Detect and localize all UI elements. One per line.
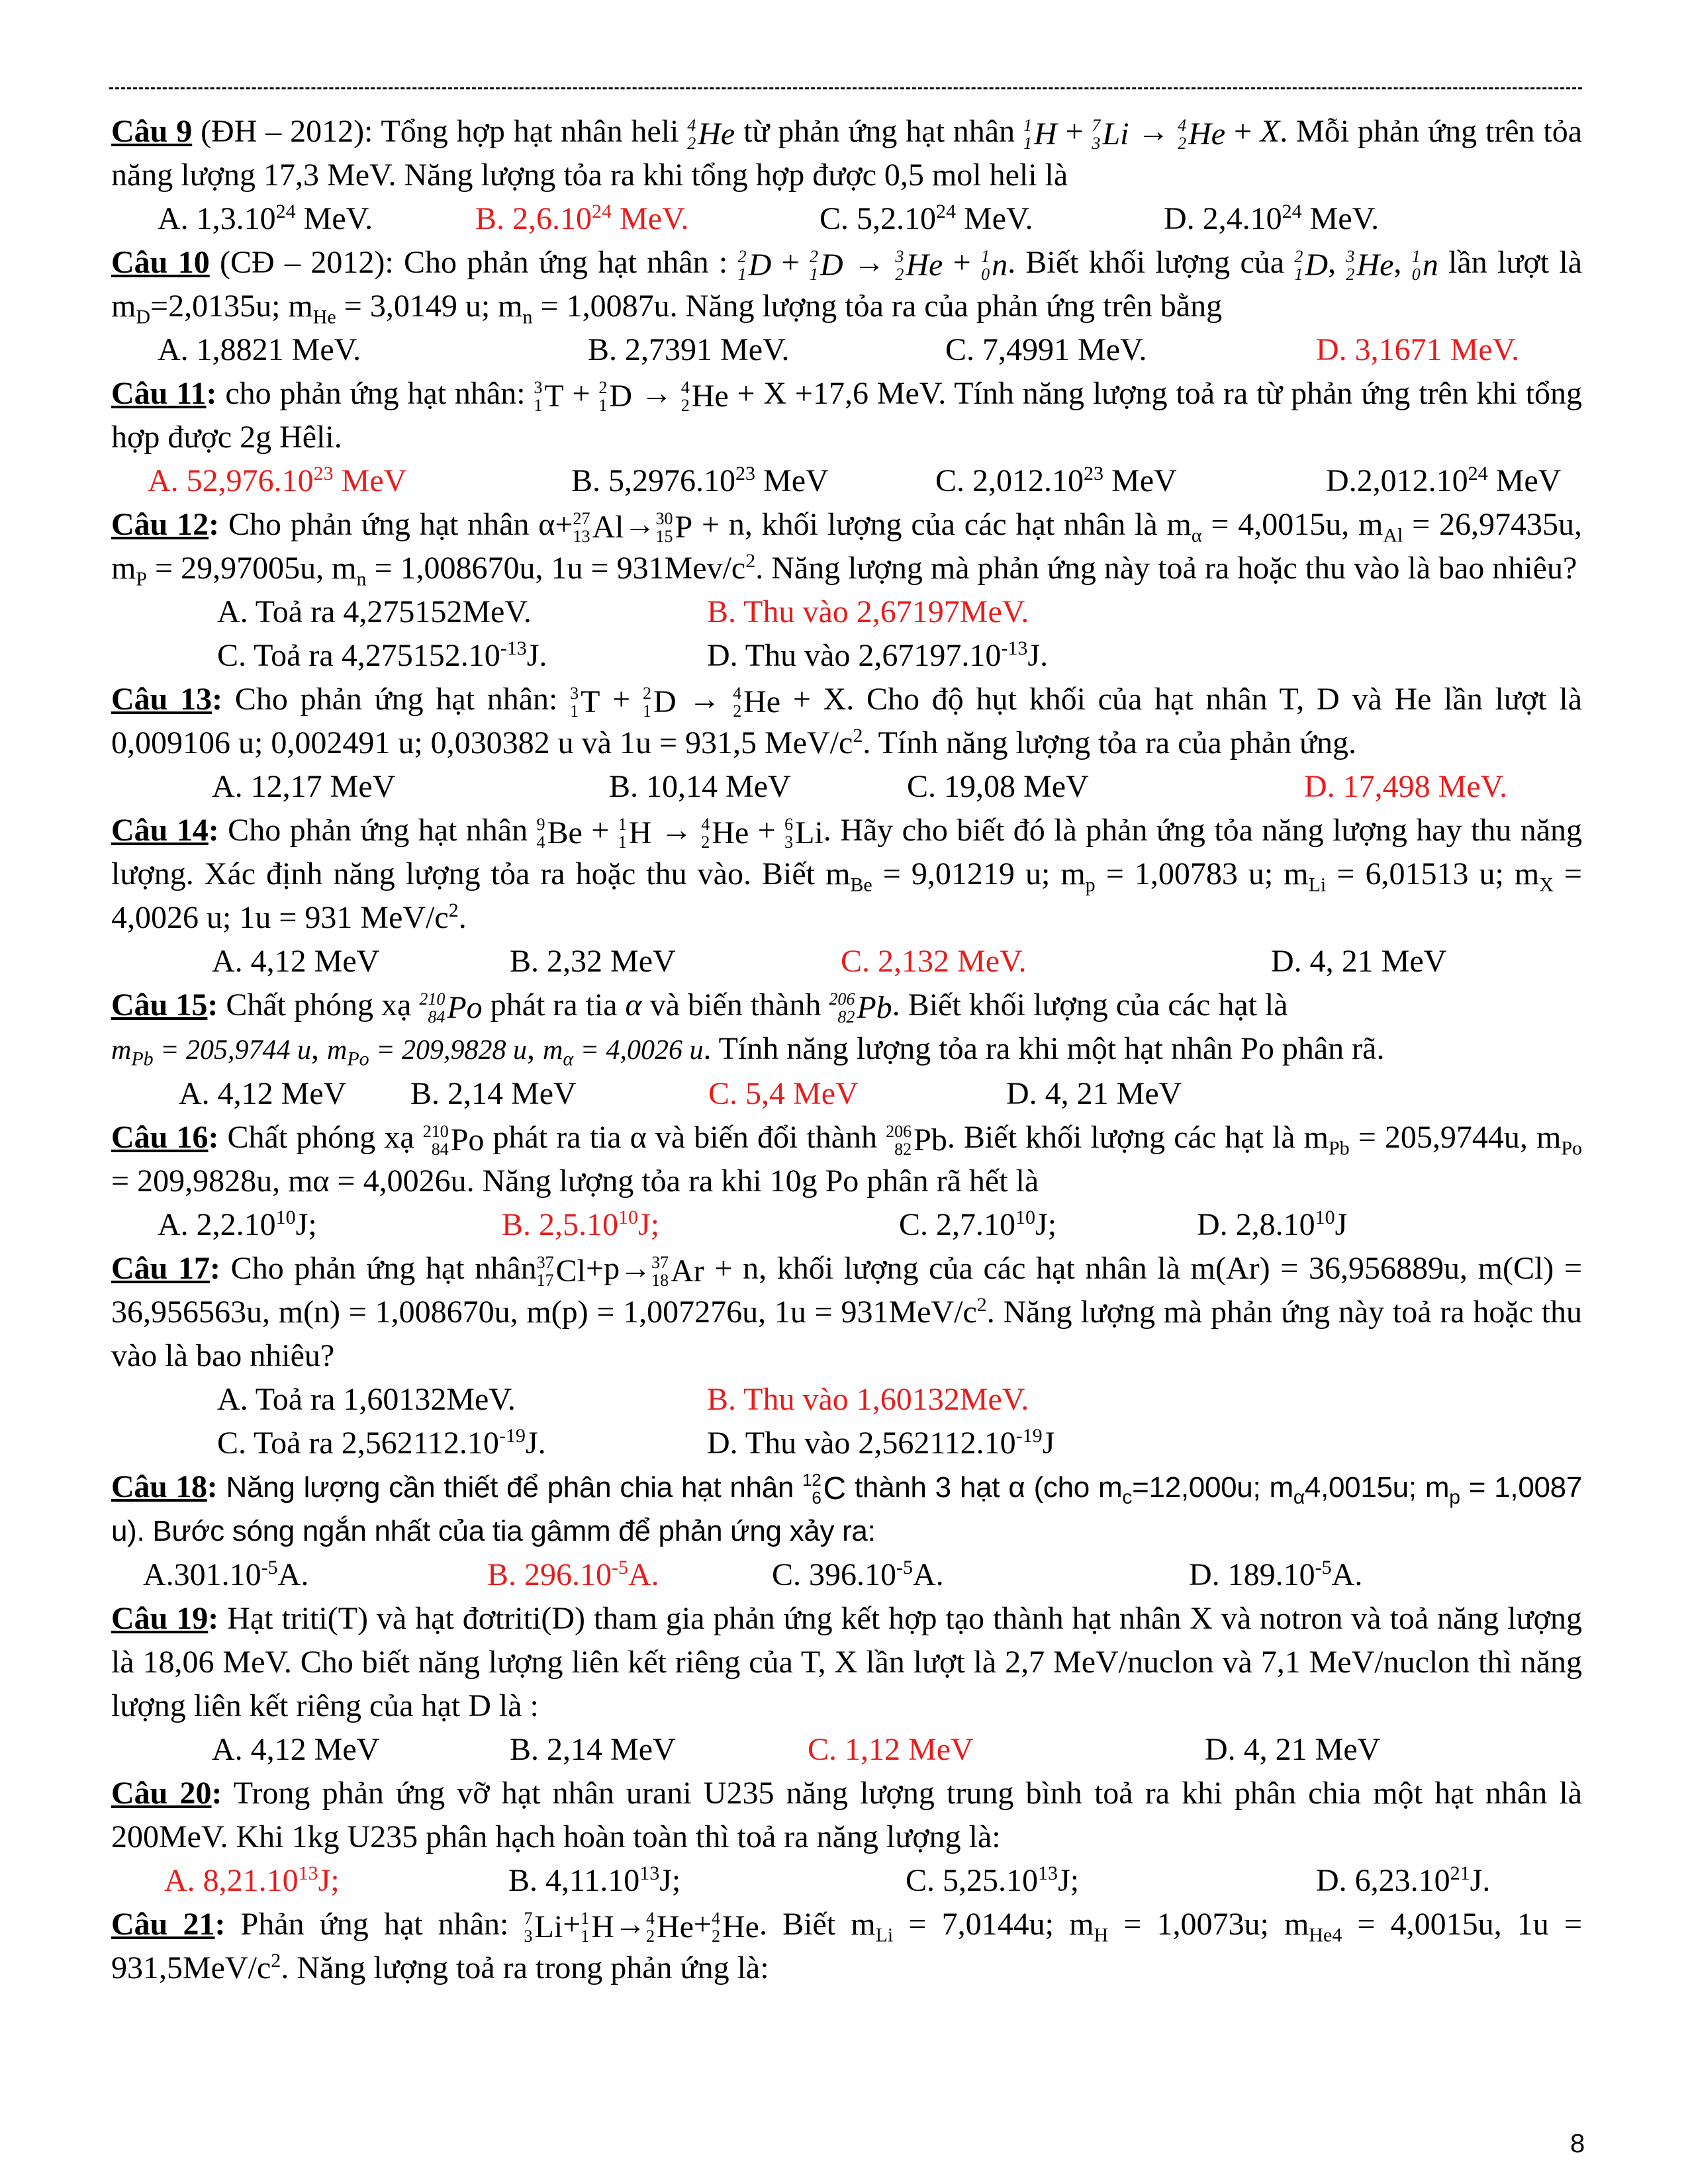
nuclide-he4: 4 2 He: [1178, 115, 1226, 153]
option-c-correct: C. 2,132 MeV.: [841, 944, 1027, 979]
option-c-correct: C. 1,12 MeV: [808, 1732, 974, 1767]
question-label: Câu 16: [111, 1120, 209, 1155]
nuclide-t3: 3 1 T: [534, 377, 564, 415]
question-9: Câu 9 (ĐH – 2012): Tổng hợp hạt nhân heli 4 2 He từ phản ứng hạt nhân 1 1 H + 7 3 Li → 4 2 He + X. Mỗi phản ứng trên tỏa năng lượng 17,3 MeV. Năng lượng tỏa ra khi tổng hợp được 0,5 mol heli là: [111, 114, 1583, 193]
question-21: Câu 21: Phản ứng hạt nhân: 7 3 Li + 1 1 H → 4 2 He + 4 2 He . Biết $m_{Li} = 7,0144u$; $m_H = 1,0073u$; $m_{He4} = 4,0015u$, $1u = 931,5MeV/c^2$. Năng lượng toả ra trong phản ứng là:: [111, 1907, 1583, 1985]
option-a: A. 4,12 MeV: [212, 1732, 380, 1767]
option-c: C. 19,08 MeV: [907, 769, 1089, 804]
nuclide-pb206: 206 82 Pb: [829, 989, 892, 1026]
nuclide-he4: 4 2 He: [733, 683, 781, 721]
question-label: Câu 11: [111, 376, 207, 411]
nuclide-h1: 1 1 H: [581, 1908, 614, 1946]
dashed-rule: [109, 87, 1582, 89]
question-label: Câu 12: [111, 507, 209, 542]
question-label: Câu 18: [111, 1469, 207, 1504]
question-18: Câu 18: Năng lượng cần thiết để phân chia hạt nhân 12 6 C thành 3 hạt α (cho $m_c=12,000u$; $m_\alpha 4,0015u$; $m_p = 1,0087$ u). Bước sóng ngắn nhất của tia gâmm để phản ứng xảy ra:: [111, 1469, 1583, 1547]
option-b-correct: B. 2,5.10$^{10}$J;: [502, 1206, 660, 1242]
nuclide-he4: 4 2 He: [687, 115, 735, 153]
nuclide-p30: 30 15 P: [655, 508, 693, 546]
option-b-correct: B. Thu vào 1,60132MeV.: [707, 1382, 1029, 1417]
option-b: B. 2,14 MeV: [410, 1076, 577, 1111]
answer-options: [111, 328, 1582, 372]
question-label: Câu 10: [111, 245, 210, 280]
nuclide-d2: 2 1 D: [598, 377, 633, 415]
option-d-correct: D. 17,498 MeV.: [1304, 769, 1508, 804]
nuclide-pb206: 206 82 Pb: [886, 1121, 947, 1159]
nuclide-n1: 1 0 n: [1411, 246, 1438, 284]
option-d: D. 2,4.10$^{24}$ MeV.: [1164, 201, 1380, 236]
option-b: B. 5,2976.10$^{23}$ MeV: [571, 463, 829, 498]
option-c: C. 2,012.10$^{23}$ MeV: [935, 463, 1177, 498]
question-15: Câu 15: Chất phóng xạ 210 84 Po phát ra tia α và biến thành 206 82 Pb . Biết khối lượng của các hạt là $m_{Pb} = 205,9744$ u, $m_{Po} = 209,9828$ u, $m_\alpha = 4,0026$ u. Tính năng lượng tỏa ra khi một hạt nhân Po phân rã.: [111, 987, 1385, 1070]
nuclide-c12: 12 6 C: [802, 1470, 846, 1508]
nuclide-he4: 4 2 He: [645, 1908, 694, 1946]
nuclide-he3: 3 2 He: [895, 246, 943, 284]
nuclide-ar37: 37 18 Ar: [651, 1252, 704, 1290]
option-a-correct: A. 52,976.10$^{23}$ MeV: [148, 463, 407, 498]
nuclide-he4: 4 2 He: [680, 377, 729, 415]
question-19: Câu 19: Hạt triti(T) và hạt đơtriti(D) tham gia phản ứng kết hợp tạo thành hạt nhân X và notron và toả năng lượng là 18,06 MeV. Cho biết năng lượng liên kết riêng của T, X lần lượt là 2,7 MeV/nuclon và 7,1 MeV/nuclon thì năng lượng liên kết riêng của hạt D là :: [111, 1601, 1583, 1723]
page-number: 8: [1570, 2129, 1585, 2158]
answer-options: [111, 1553, 1582, 1597]
nuclide-al27: 27 13 Al: [573, 508, 624, 546]
option-c: C. 7,4991 MeV.: [945, 332, 1147, 367]
answer-options: [111, 459, 1582, 503]
nuclide-cl37: 37 17 Cl: [536, 1252, 586, 1290]
option-a: A. 4,12 MeV: [212, 944, 380, 979]
option-b-correct: B. Thu vào 2,67197MeV.: [707, 594, 1029, 629]
option-d: D. 2,8.10$^{10}$J: [1197, 1206, 1348, 1242]
nuclide-po210: 210 84 Po: [419, 989, 483, 1026]
answer-options: [111, 1859, 1582, 1903]
option-a: A. Toả ra 1,60132MeV.: [217, 1382, 516, 1417]
option-c: C. 5,25.10$^{13}$J;: [906, 1862, 1080, 1898]
nuclide-h1: 1 1 H: [618, 814, 652, 852]
answer-options: [111, 940, 1582, 983]
question-label: Câu 20: [111, 1776, 212, 1811]
answer-options: [111, 197, 1582, 241]
option-c: C. Toả ra $2,562112.10^{-19}J$.: [217, 1425, 546, 1461]
option-d: D. Thu vào $2,67197.10^{-13}J$.: [707, 637, 1049, 673]
answer-options: [111, 1378, 1582, 1465]
nuclide-d2: 2 1 D: [810, 246, 843, 284]
option-b: B. 2,7391 MeV.: [588, 332, 790, 367]
question-16: Câu 16: Chất phóng xạ 210 84 Po phát ra tia α và biến đổi thành 206 82 Pb . Biết khối lượng các hạt là $m_{Pb} = 205,9744u$, $m_{Po} = 209,9828u$, mα = 4,0026u. Năng lượng tỏa ra khi 10g Po phân rã hết là: [111, 1120, 1583, 1199]
option-b: B. 2,14 MeV: [510, 1732, 676, 1767]
question-12: Câu 12: Cho phản ứng hạt nhân α+ 27 13 Al → 30 15 P + n, khối lượng của các hạt nhân là $m_\alpha = 4,0015u$, $m_{Al} = 26,97435u$, $m_P = 29,97005u$, $m_n = 1,008670u$, $1u = 931Mev/c^2$. Năng lượng mà phản ứng này toả ra hoặc thu vào là bao nhiêu?: [111, 507, 1583, 590]
question-label: Câu 13: [111, 682, 212, 717]
option-a: A. 1,8821 MeV.: [158, 332, 361, 367]
option-b: B. 4,11.10$^{13}$J;: [508, 1862, 681, 1898]
nuclide-li7: 7 3 Li: [524, 1908, 563, 1946]
nuclide-he3: 3 2 He: [1346, 246, 1394, 284]
option-d: D. 4, 21 MeV: [1006, 1076, 1182, 1111]
option-a: A. 1,3.10$^{24}$ MeV.: [158, 201, 373, 236]
option-b: B. 2,32 MeV: [510, 944, 676, 979]
option-d: D. 4, 21 MeV: [1271, 944, 1447, 979]
question-label: Câu 14: [111, 813, 209, 848]
option-a: A. Toả ra 4,275152MeV.: [217, 594, 532, 629]
nuclide-li7: 7 3 Li: [1092, 115, 1129, 153]
option-a: A. 12,17 MeV: [212, 769, 396, 804]
question-20: Câu 20: Trong phản ứng vỡ hạt nhân urani U235 năng lượng trung bình toả ra khi phân chia một hạt nhân là 200MeV. Khi 1kg U235 phân hạch hoàn toàn thì toả ra năng lượng là:: [111, 1776, 1583, 1854]
option-d: D. 6,23.10$^{21}$J.: [1316, 1862, 1491, 1898]
question-label: Câu 15: [111, 987, 208, 1023]
question-10: Câu 10 (CĐ – 2012): Cho phản ứng hạt nhân : 2 1 D + 2 1 D → 3 2 He + 1 0 n . Biết khối lượng của 2 1 D , 3 2 He , 1 0 n lần lượt là $m_D=2,0135u$; $m_{He} = 3,0149$ u; $m_n = 1,0087u$. Năng lượng tỏa ra của phản ứng trên bằng: [111, 245, 1583, 328]
question-14: Câu 14: Cho phản ứng hạt nhân 9 4 Be + 1 1 H → 4 2 He + 6 3 Li . Hãy cho biết đó là phản ứng tỏa năng lượng hay thu năng lượng. Xác định năng lượng tỏa ra hoặc thu vào. Biết $m_{Be} = 9,01219$ u; $m_p = 1,00783$ u; $m_{Li} = 6,01513$ u; $m_X = 4,0026$ u; 1u = 931 MeV/$c^2$.: [111, 813, 1583, 935]
question-11: Câu 11: cho phản ứng hạt nhân: 3 1 T + 2 1 D → 4 2 He + X +17,6 MeV. Tính năng lượng toả ra từ phản ứng trên khi tổng hợp được 2g Hêli.: [111, 376, 1583, 455]
answer-options: [111, 590, 1582, 678]
option-c: C. 5,2.10$^{24}$ MeV.: [820, 201, 1033, 236]
option-d: D. $189.10^{-5}A$.: [1189, 1557, 1363, 1592]
question-label: Câu 19: [111, 1601, 209, 1636]
option-d-correct: D. 3,1671 MeV.: [1316, 332, 1520, 367]
option-c: C. $396.10^{-5}A$.: [772, 1557, 944, 1592]
nuclide-be9: 9 4 Be: [536, 814, 583, 852]
question-label: Câu 21: [111, 1907, 215, 1942]
question-label: Câu 17: [111, 1251, 211, 1286]
nuclide-h1: 1 1 H: [1023, 115, 1057, 153]
question-list: [111, 110, 1582, 1990]
answer-options: [111, 1728, 1582, 1772]
option-d: D.2,012.10$^{24}$ MeV: [1326, 463, 1562, 498]
nuclide-n1: 1 0 n: [981, 246, 1008, 284]
nuclide-d2: 2 1 D: [642, 683, 677, 721]
option-a: A. 2,2.10$^{10}$J;: [158, 1206, 317, 1242]
option-b-correct: B. 2,6.10$^{24}$ MeV.: [475, 201, 689, 236]
question-13: Câu 13: Cho phản ứng hạt nhân: 3 1 T + 2 1 D → 4 2 He + X. Cho độ hụt khối của hạt nhân T, D và He lần lượt là 0,009106 u; 0,002491 u; 0,030382 u và 1u = 931,5 MeV/$c^2$. Tính năng lượng tỏa ra của phản ứng.: [111, 682, 1582, 760]
option-d: D. 4, 21 MeV: [1205, 1732, 1381, 1767]
nuclide-t3: 3 1 T: [570, 683, 600, 721]
option-c-correct: C. 5,4 MeV: [708, 1076, 859, 1111]
option-b: B. 10,14 MeV: [609, 769, 791, 804]
nuclide-d2: 2 1 D: [737, 246, 772, 284]
question-label: Câu 9: [111, 114, 193, 149]
option-c: C. Toả ra $4,275152.10^{-13}J$.: [217, 637, 547, 673]
answer-options: [111, 765, 1582, 809]
nuclide-po210: 210 84 Po: [422, 1121, 485, 1159]
question-17: Câu 17: Cho phản ứng hạt nhân 37 17 Cl +p→ 37 18 Ar + n, khối lượng của các hạt nhân là m(Ar) = 36,956889u, m(Cl) = 36,956563u, m(n) = 1,008670u, m(p) = 1,007276u, $1u = 931MeV/c^2$. Năng lượng mà phản ứng này toả ra hoặc thu vào là bao nhiêu?: [111, 1251, 1583, 1373]
nuclide-li6: 6 3 Li: [784, 814, 823, 852]
nuclide-d2: 2 1 D: [1294, 246, 1329, 284]
nuclide-he4: 4 2 He: [701, 814, 749, 852]
option-d: D. Thu vào $2,562112.10^{-19}J$: [707, 1425, 1055, 1461]
answer-options: [111, 1203, 1582, 1247]
option-c: C. 2,7.10$^{10}$J;: [899, 1206, 1057, 1242]
option-b-correct: B. $296.10^{-5}A$.: [487, 1557, 659, 1592]
option-a-correct: A. 8,21.10$^{13}$J;: [164, 1862, 340, 1898]
nuclide-he4: 4 2 He: [711, 1908, 759, 1946]
option-a: A. 4,12 MeV: [179, 1076, 347, 1111]
answer-options: [111, 1072, 1582, 1116]
option-a: $A.301.10^{-5}A$.: [143, 1557, 309, 1592]
